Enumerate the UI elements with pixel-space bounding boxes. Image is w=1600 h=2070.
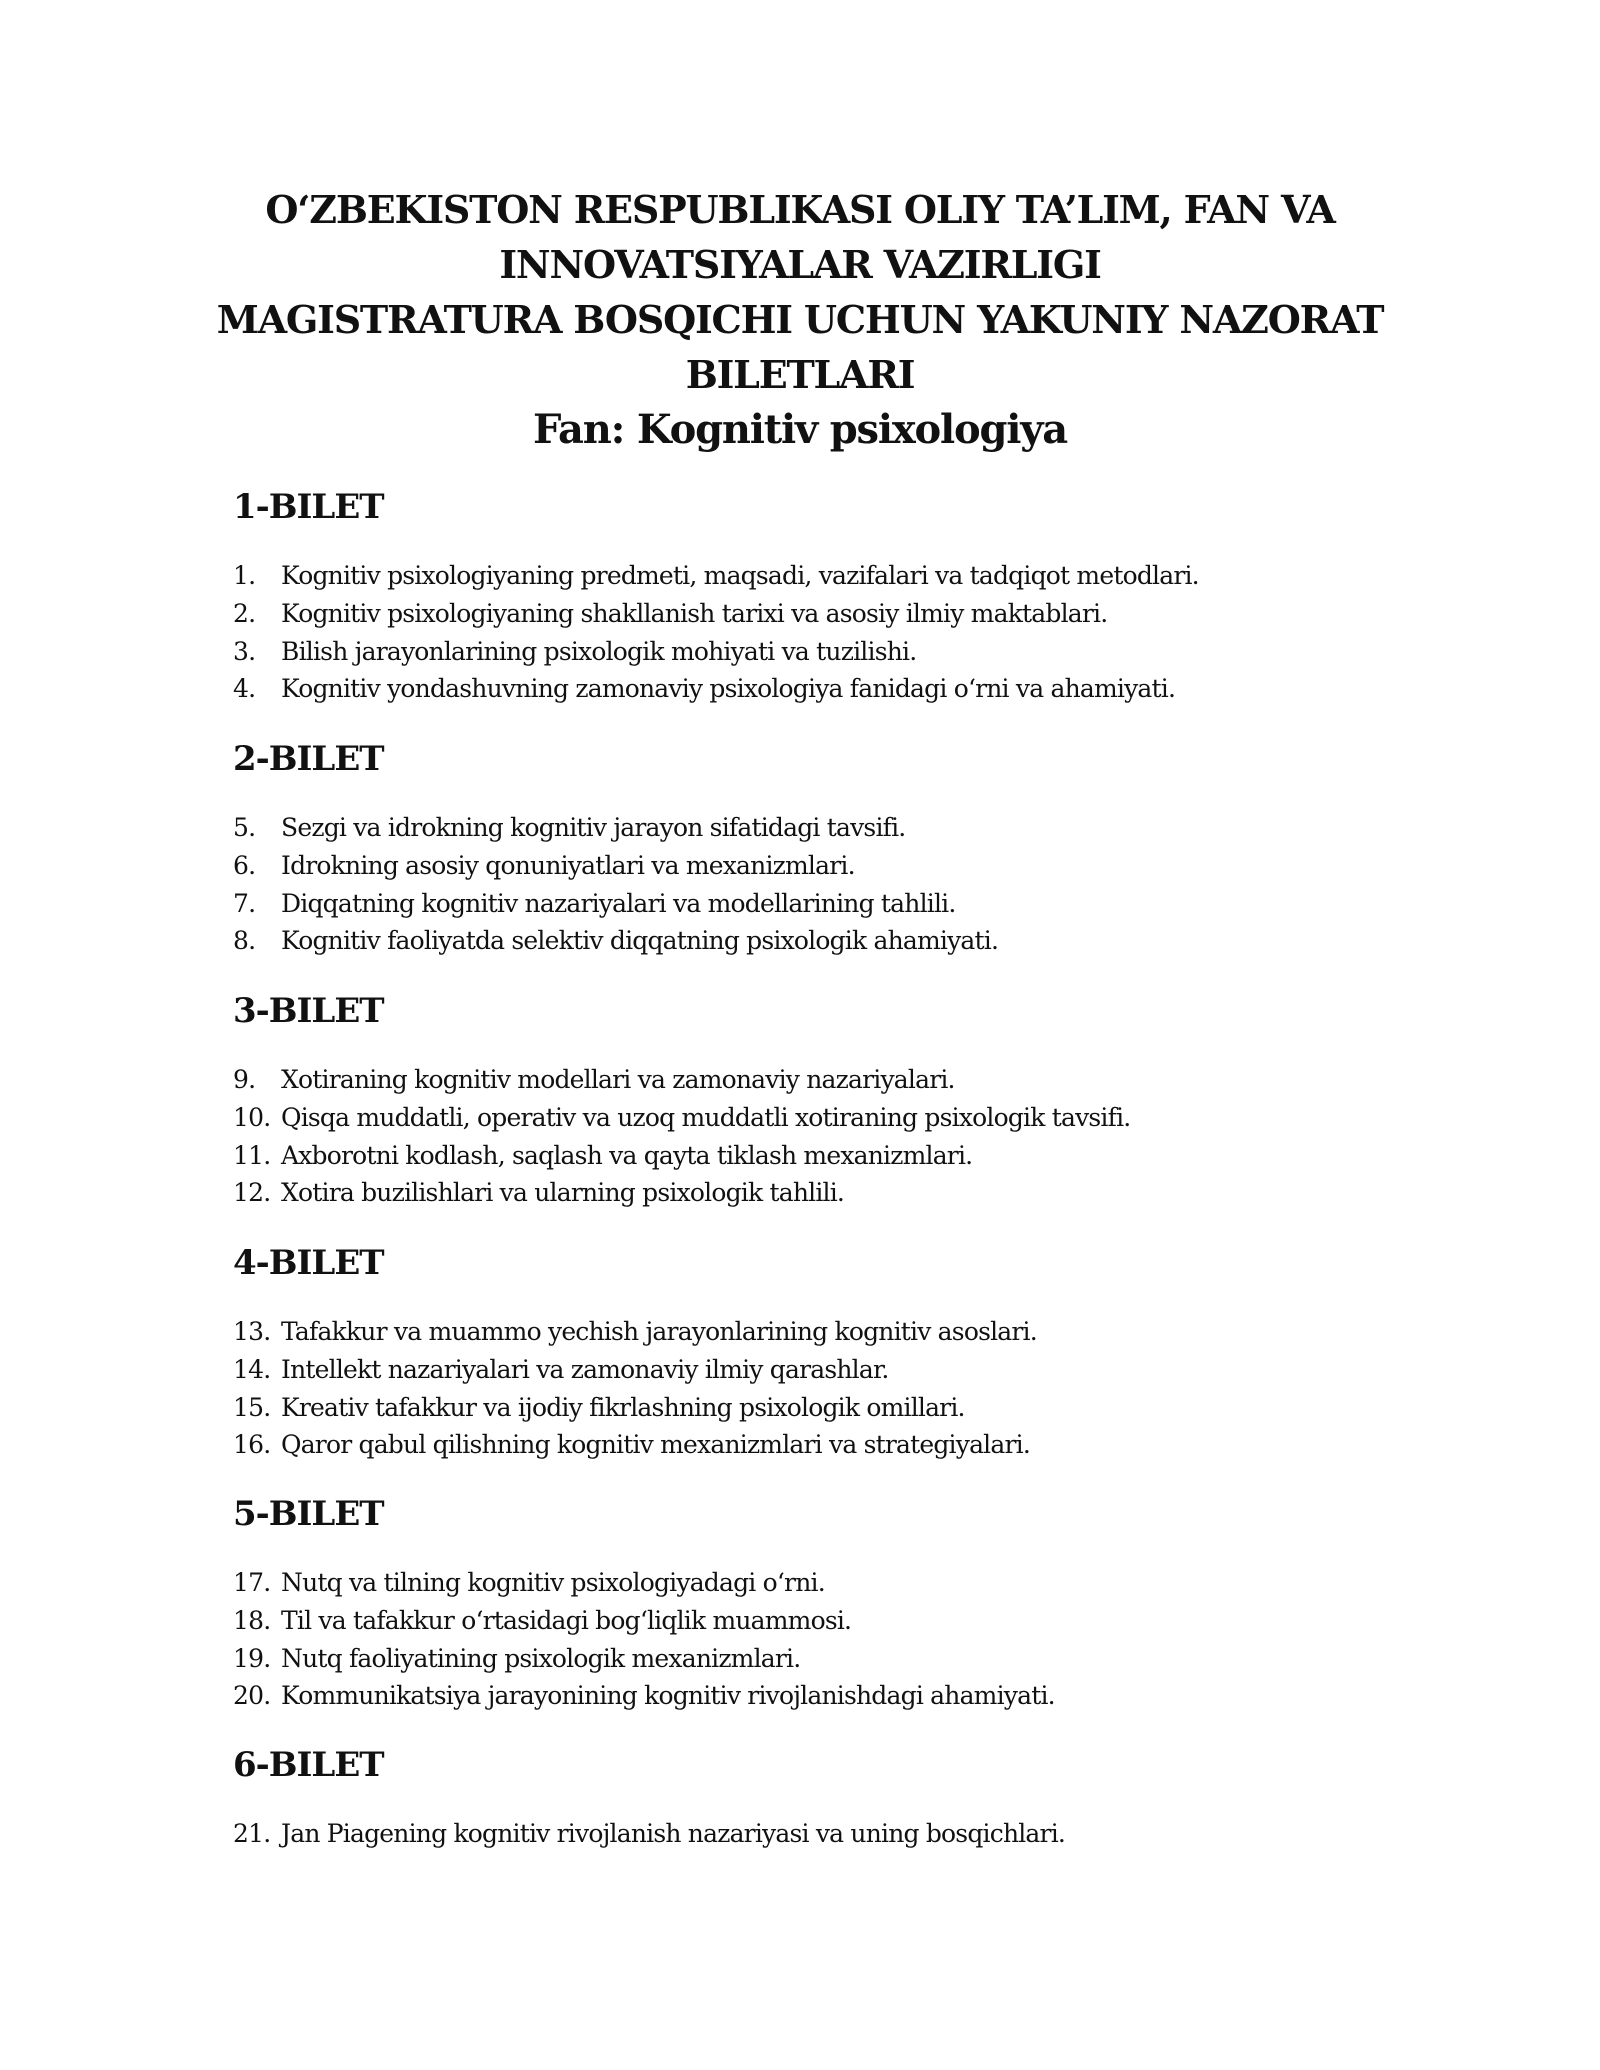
title-line-ministry-cont: INNOVATSIYALAR VAZIRLIGI [499,242,1101,287]
list-item [233,847,1433,885]
ticket-heading: 3-BILET [233,991,384,1031]
question-text: Axborotni kodlash, saqlash va qayta tiklash mexanizmlari. [281,1140,973,1170]
question-number: 4. [233,674,256,704]
list-item [233,1426,1433,1464]
question-text: Kreativ tafakkur va ijodiy fikrlashning psixologik omillari. [281,1392,965,1422]
ticket-4 [233,1243,1433,1464]
question-list [233,1564,1433,1715]
title-line-exam: MAGISTRATURA BOSQICHI UCHUN YAKUNIY NAZORAT [216,297,1384,342]
ticket-2 [233,739,1433,960]
question-list [233,809,1433,960]
question-text: Tafakkur va muammo yechish jarayonlarining kognitiv asoslari. [281,1317,1037,1346]
question-number: 18. [233,1605,271,1635]
list-item [233,595,1433,633]
list-item [233,922,1433,960]
document-title [0,182,1600,457]
question-number: 11. [233,1140,271,1170]
list-item [233,809,1433,847]
question-number: 16. [233,1430,271,1460]
question-list [233,1313,1433,1464]
question-number: 6. [233,850,256,880]
question-number: 3. [233,636,256,666]
question-number: 15. [233,1392,271,1422]
list-item [233,1815,1433,1853]
ticket-heading: 4-BILET [233,1243,384,1283]
ticket-1 [233,487,1433,708]
question-list [233,1061,1433,1212]
list-item [233,1061,1433,1099]
list-item [233,557,1433,595]
list-item [233,1389,1433,1427]
question-number: 7. [233,888,256,918]
question-text: Kognitiv yondashuvning zamonaviy psixologiya fanidagi o‘rni va ahamiyati. [281,674,1176,704]
question-text: Kognitiv psixologiyaning predmeti, maqsadi, vazifalari va tadqiqot metodlari. [281,561,1199,590]
question-number: 10. [233,1102,271,1132]
question-number: 19. [233,1643,271,1673]
question-text: Kommunikatsiya jarayonining kognitiv rivojlanishdagi ahamiyati. [281,1681,1055,1711]
question-text: Kognitiv psixologiyaning shakllanish tarixi va asosiy ilmiy maktablari. [281,598,1108,628]
question-number: 5. [233,813,256,842]
question-text: Intellekt nazariyalari va zamonaviy ilmiy qarashlar. [281,1354,889,1384]
question-list [233,1815,1433,1853]
question-number: 21. [233,1819,271,1848]
question-text: Kognitiv faoliyatda selektiv diqqatning psixologik ahamiyati. [281,926,999,956]
list-item [233,1640,1433,1678]
question-number: 20. [233,1681,271,1711]
list-item [233,670,1433,708]
question-number: 2. [233,598,256,628]
question-number: 12. [233,1178,271,1208]
question-text: Xotira buzilishlari va ularning psixologik tahlili. [281,1178,845,1208]
question-text: Til va tafakkur o‘rtasidagi bog‘liqlik muammosi. [281,1605,852,1635]
ticket-heading: 1-BILET [233,487,384,527]
question-number: 1. [233,561,256,590]
question-number: 17. [233,1568,271,1597]
list-item [233,1313,1433,1351]
title-line-exam-cont: BILETLARI [685,352,915,397]
list-item [233,633,1433,671]
list-item [233,1564,1433,1602]
title-line-ministry: O‘ZBEKISTON RESPUBLIKASI OLIY TA’LIM, FAN VA [265,187,1335,232]
list-item [233,1677,1433,1715]
question-text: Diqqatning kognitiv nazariyalari va modellarining tahlili. [281,888,956,918]
question-number: 14. [233,1354,271,1384]
question-text: Sezgi va idrokning kognitiv jarayon sifatidagi tavsifi. [281,813,906,842]
question-text: Nutq va tilning kognitiv psixologiyadagi o‘rni. [281,1568,825,1597]
question-text: Qaror qabul qilishning kognitiv mexanizmlari va strategiyalari. [281,1430,1030,1460]
question-text: Xotiraning kognitiv modellari va zamonaviy nazariyalari. [281,1065,955,1094]
list-item [233,1351,1433,1389]
question-number: 8. [233,926,256,956]
subject-title: Fan: Kognitiv psixologiya [533,406,1067,453]
question-text: Qisqa muddatli, operativ va uzoq muddatli xotiraning psixologik tavsifi. [281,1102,1131,1132]
question-number: 13. [233,1317,271,1346]
ticket-3 [233,991,1433,1212]
question-list [233,557,1433,708]
ticket-6 [233,1745,1433,1853]
list-item [233,1602,1433,1640]
question-number: 9. [233,1065,256,1094]
list-item [233,1174,1433,1212]
question-text: Nutq faoliyatining psixologik mexanizmlari. [281,1643,801,1673]
ticket-heading: 2-BILET [233,739,384,779]
question-text: Bilish jarayonlarining psixologik mohiyati va tuzilishi. [281,636,917,666]
question-text: Jan Piagening kognitiv rivojlanish nazariyasi va uning bosqichlari. [281,1819,1066,1848]
list-item [233,1099,1433,1137]
ticket-5 [233,1494,1433,1715]
ticket-heading: 6-BILET [233,1745,384,1785]
list-item [233,885,1433,923]
question-text: Idrokning asosiy qonuniyatlari va mexanizmlari. [281,850,855,880]
ticket-heading: 5-BILET [233,1494,384,1534]
list-item [233,1137,1433,1175]
